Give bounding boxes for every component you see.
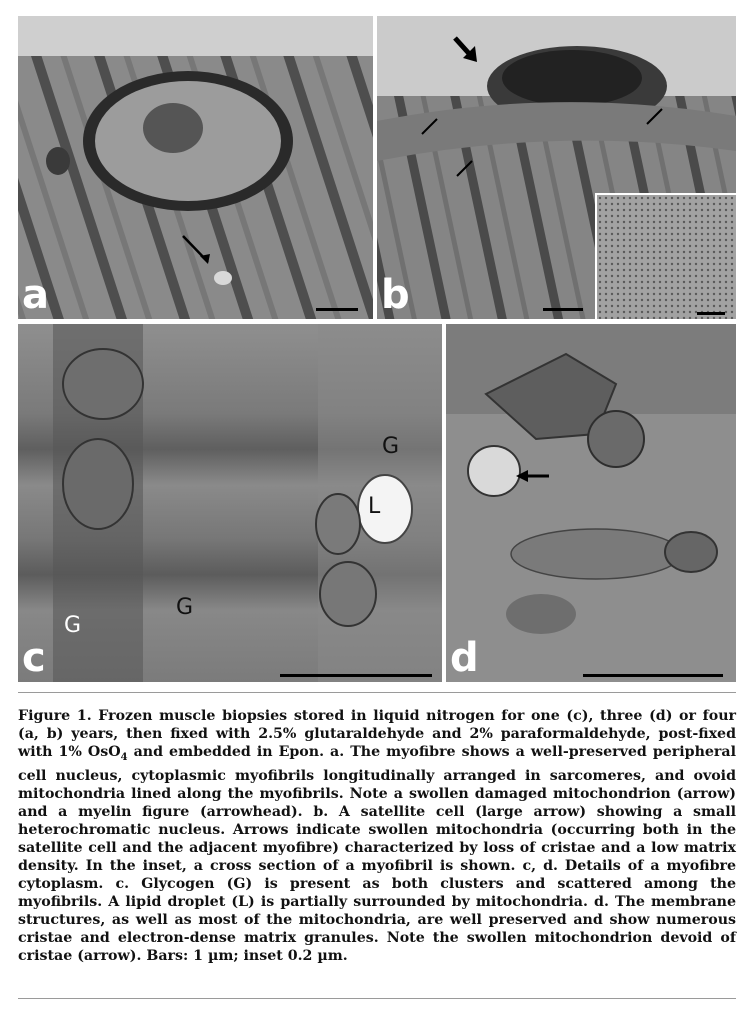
caption-bottom-rule bbox=[18, 998, 736, 999]
caption-title: Figure 1. Frozen muscle biopsies stored in liquid nitrogen for one (c), three (d) or four (a, b) years, then fixed with 2.5% glutaraldehyde and 2% paraformaldehyde, post-fixed with 1% OsO bbox=[18, 708, 736, 760]
scale-bar-a bbox=[316, 308, 358, 311]
panel-c bbox=[18, 324, 442, 682]
scale-bar-d bbox=[583, 674, 723, 677]
glycogen-label-3: G bbox=[382, 434, 400, 459]
scale-bar-c bbox=[280, 674, 432, 677]
inset-scale-bar bbox=[697, 312, 725, 315]
glycogen-label-1: G bbox=[64, 613, 82, 638]
panel-a-micrograph bbox=[18, 16, 373, 319]
panel-b-inset bbox=[595, 193, 736, 319]
panel-letter-a: a bbox=[22, 272, 49, 318]
caption-body: and embedded in Epon. a. The myofibre shows a well-preserved peripheral cell nucleus, cytoplasmic myofibrils longitudinally arranged in sarcomeres, and ovoid mitochondria lined along the myofibrils. Note a swollen damaged mitochondrion (arrow) and a myelin figure (arrowhead). b. A satellite cell (large arrow) showing a small heterochromatic nucleus. Arrows indicate swollen mitochondria (occurring both in the satellite cell and the adjacent myofibre) characterized by loss of cristae and a low matrix density. In the inset, a cross section of a myofibril is shown. c, d. Details of a myofibre cytoplasm. c. Glycogen (G) is present as both clusters and scattered among the myofibrils. A lipid droplet (L) is partially surrounded by mitochondria. d. The membrane structures, as well as most of the mitochondria, are well preserved and show numerous cristae and electron-dense matrix granules. Note the swollen mitochondrion devoid of cristae (arrow). Bars: 1 µm; inset 0.2 µm. bbox=[18, 744, 736, 964]
inset-micrograph bbox=[597, 195, 736, 319]
scale-bar-b bbox=[543, 308, 583, 311]
panel-letter-c: c bbox=[22, 635, 46, 681]
caption-subscript: 4 bbox=[120, 751, 128, 763]
panel-letter-b: b bbox=[381, 272, 410, 318]
figure-caption bbox=[18, 707, 736, 965]
lipid-droplet-label: L bbox=[368, 494, 381, 519]
panel-letter-d: d bbox=[450, 635, 479, 681]
caption-top-rule bbox=[18, 692, 736, 693]
panel-d-micrograph bbox=[446, 324, 736, 682]
panel-a bbox=[18, 16, 373, 319]
panel-d bbox=[446, 324, 736, 682]
glycogen-label-2: G bbox=[176, 595, 194, 620]
panel-b bbox=[377, 16, 736, 319]
